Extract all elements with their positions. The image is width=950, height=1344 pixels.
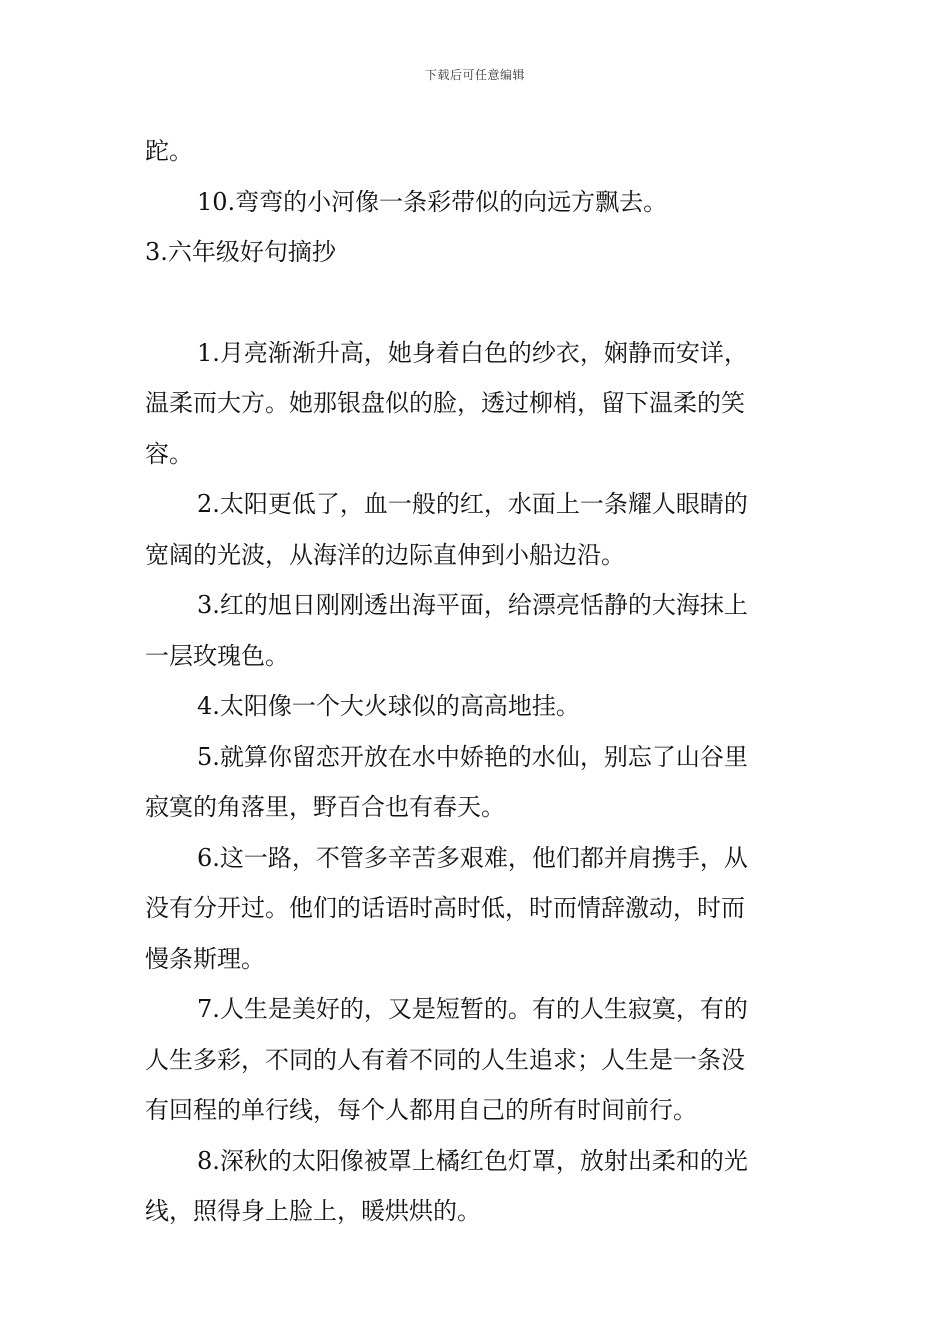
text-line: 5.就算你留恋开放在水中娇艳的水仙，别忘了山谷里 bbox=[197, 742, 748, 771]
text-line: 一层玫瑰色。 bbox=[145, 641, 289, 670]
text-line: 6.这一路，不管多辛苦多艰难，他们都并肩携手，从 bbox=[197, 843, 748, 872]
text-line: 3.红的旭日刚刚透出海平面，给漂亮恬静的大海抹上 bbox=[197, 591, 748, 619]
text-line: 人生多彩，不同的人有着不同的人生追求；人生是一条没 bbox=[145, 1045, 745, 1074]
page-header: 下载后可任意编辑 bbox=[424, 68, 525, 82]
text-line: 4.太阳像一个大火球似的高高地挂。 bbox=[197, 692, 580, 720]
text-line: 有回程的单行线，每个人都用自己的所有时间前行。 bbox=[145, 1096, 697, 1124]
text-line: 温柔而大方。她那银盘似的脸，透过柳梢，留下温柔的笑 bbox=[145, 389, 745, 417]
section-heading: 3.六年级好句摘抄 bbox=[145, 238, 336, 266]
text-line: 没有分开过。他们的话语时高时低，时而情辞激动，时而 bbox=[145, 894, 745, 922]
text-line: 1.月亮渐渐升高，她身着白色的纱衣，娴静而安详， bbox=[197, 338, 748, 367]
text-line: 容。 bbox=[145, 439, 193, 468]
text-line: 线，照得身上脸上，暖烘烘的。 bbox=[145, 1197, 481, 1225]
document-body bbox=[145, 126, 807, 1237]
text-line: 7.人生是美好的，又是短暂的。有的人生寂寞，有的 bbox=[197, 995, 748, 1023]
text-line: 10.弯弯的小河像一条彩带似的向远方飘去。 bbox=[197, 187, 668, 216]
text-line: 8.深秋的太阳像被罩上橘红色灯罩，放射出柔和的光 bbox=[197, 1146, 748, 1175]
text-line: 2.太阳更低了，血一般的红，水面上一条耀人眼睛的 bbox=[197, 490, 748, 518]
text-line: 跎。 bbox=[145, 137, 193, 165]
text-line: 寂寞的角落里，野百合也有春天。 bbox=[145, 793, 505, 821]
text-line: 宽阔的光波，从海洋的边际直伸到小船边沿。 bbox=[145, 540, 625, 569]
paragraph-gap bbox=[145, 278, 807, 328]
text-line: 慢条斯理。 bbox=[145, 944, 265, 973]
